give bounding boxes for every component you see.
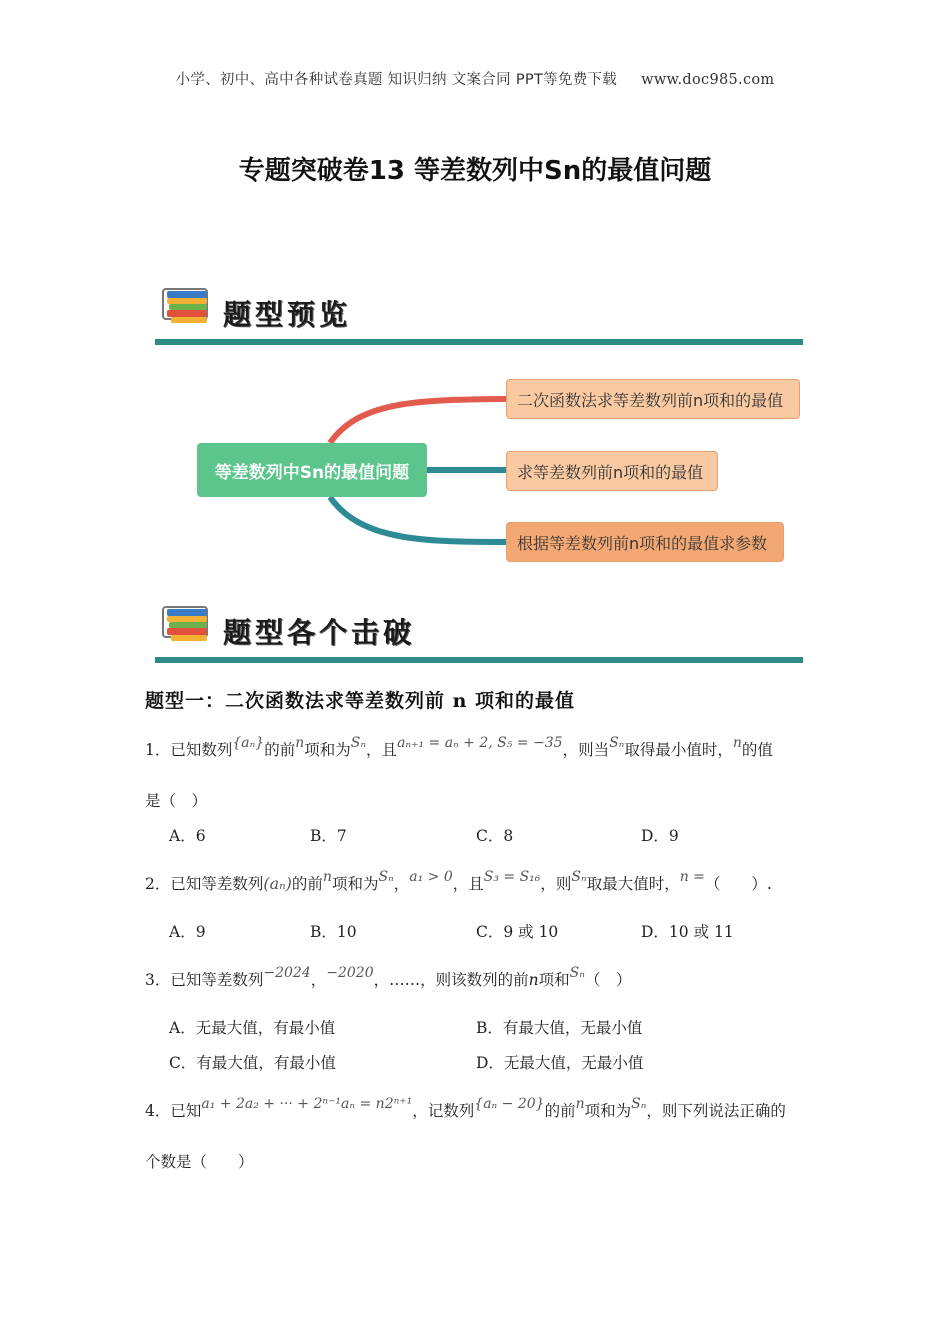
section-banner-breakdown	[155, 603, 803, 663]
math-expression: a₁ > 0	[409, 869, 453, 885]
question-text: 2．已知等差数列	[145, 875, 264, 893]
question-1-continuation: 是（ ）	[145, 792, 208, 810]
math-expression: S₃ = S₁₆	[483, 869, 541, 885]
question-2	[145, 869, 772, 894]
section-label-breakdown: 题型各个击破	[223, 616, 416, 649]
branch-3	[330, 497, 506, 542]
q1-option-d[interactable]: D．9	[641, 827, 679, 845]
branch-1	[330, 399, 506, 443]
question-text: 项和	[538, 971, 570, 989]
question-text: 项和为	[304, 741, 351, 759]
question-text: ，且	[366, 741, 398, 759]
math-expression: Sₙ	[609, 735, 625, 751]
math-expression: −2020	[326, 965, 374, 981]
question-text: ，则	[540, 875, 572, 893]
header-text: 小学、初中、高中各种试卷真题 知识归纳 文案合同 PPT等免费下载	[175, 72, 618, 88]
math-expression: a₁ + 2a₂ + ··· + 2ⁿ⁻¹aₙ = n2ⁿ⁺¹	[201, 1096, 413, 1112]
question-text: 的前	[264, 741, 296, 759]
math-expression: {aₙ}	[232, 735, 265, 751]
question-text: （ ）	[584, 971, 632, 989]
q2-option-d[interactable]: D．10 或 11	[641, 923, 734, 941]
mindmap	[190, 370, 810, 570]
section-rule	[155, 339, 803, 345]
question-text: 的值	[741, 741, 773, 759]
question-text: （ ）.	[704, 875, 772, 893]
question-3	[145, 965, 632, 990]
section-rule	[155, 657, 803, 663]
books-icon	[157, 285, 213, 329]
question-4-continuation: 个数是（ ）	[145, 1153, 254, 1171]
math-expression: n	[322, 869, 332, 885]
question-text: 取最大值时，	[586, 875, 680, 893]
math-expression: n	[295, 735, 305, 751]
question-text: ，……，则该数列的前	[373, 971, 529, 989]
mindmap-node-quadratic: 二次函数法求等差数列前n项和的最值	[506, 379, 800, 419]
header-site-link[interactable]: www.doc985.com	[641, 72, 775, 88]
q3-option-b[interactable]: B．有最大值，无最小值	[476, 1019, 643, 1037]
question-text: ，记数列	[412, 1102, 475, 1120]
math-expression: n =	[679, 869, 705, 885]
question-text: 1．已知数列	[145, 741, 233, 759]
type-heading: 题型一：二次函数法求等差数列前 n 项和的最值	[145, 690, 576, 712]
math-expression: n	[732, 735, 742, 751]
math-expression: Sₙ	[569, 965, 585, 981]
question-text: ，且	[452, 875, 484, 893]
document-title: 专题突破卷13 等差数列中Sn的最值问题	[238, 156, 712, 186]
q2-option-c[interactable]: C．9 或 10	[476, 923, 559, 941]
q1-option-b[interactable]: B．7	[310, 827, 347, 845]
q1-option-c[interactable]: C．8	[476, 827, 514, 845]
question-text: 的前	[544, 1102, 576, 1120]
math-expression: n	[575, 1096, 585, 1112]
section-label-preview: 题型预览	[223, 298, 352, 331]
math-expression: {aₙ − 20}	[474, 1096, 545, 1112]
question-text: 4．已知	[145, 1102, 202, 1120]
question-text: ，则下列说法正确的	[646, 1102, 786, 1120]
question-1	[145, 735, 773, 760]
q3-option-a[interactable]: A．无最大值，有最小值	[169, 1019, 336, 1037]
section-banner-preview	[155, 285, 803, 345]
question-text: 的前	[291, 875, 323, 893]
question-text: ，则当	[562, 741, 610, 759]
math-expression: n	[528, 971, 539, 989]
q3-option-d[interactable]: D．无最大值，无最小值	[476, 1054, 644, 1072]
q1-option-a[interactable]: A．6	[169, 827, 206, 845]
q2-option-a[interactable]: A．9	[169, 923, 206, 941]
question-text: 取得最小值时，	[624, 741, 733, 759]
math-expression: aₙ₊₁ = aₙ + 2, S₅ = −35	[397, 735, 563, 751]
math-expression: Sₙ	[350, 735, 367, 751]
question-4	[145, 1096, 786, 1121]
page-header	[0, 68, 950, 89]
q3-option-c[interactable]: C．有最大值，有最小值	[169, 1054, 336, 1072]
books-icon	[157, 603, 213, 647]
question-text: 项和为	[584, 1102, 632, 1120]
math-expression: Sₙ	[378, 869, 394, 885]
question-text: ，	[310, 971, 327, 989]
mindmap-node-parameter: 根据等差数列前n项和的最值求参数	[506, 522, 784, 562]
math-expression: (aₙ)	[263, 874, 292, 893]
question-text: 3．已知等差数列	[145, 971, 264, 989]
question-text: ，	[393, 875, 410, 893]
math-expression: Sₙ	[571, 869, 587, 885]
question-text: 项和为	[331, 875, 379, 893]
mindmap-root: 等差数列中Sn的最值问题	[197, 443, 427, 497]
math-expression: Sₙ	[631, 1096, 647, 1112]
math-expression: −2024	[263, 965, 311, 981]
q2-option-b[interactable]: B．10	[310, 923, 357, 941]
mindmap-node-extremum: 求等差数列前n项和的最值	[506, 451, 718, 491]
